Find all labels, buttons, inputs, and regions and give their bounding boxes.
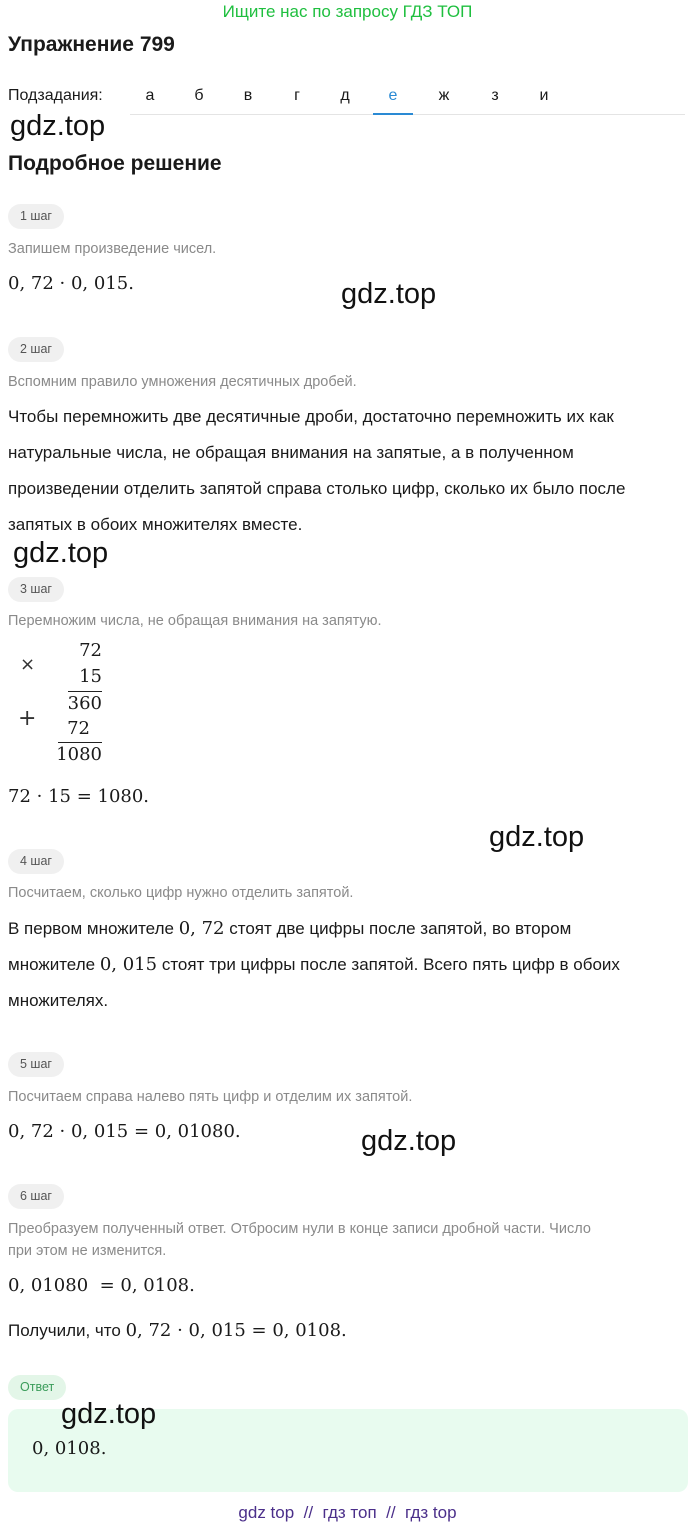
- tab-e[interactable]: е: [373, 87, 413, 115]
- step-hint: [8, 1218, 688, 1262]
- step-badge: 5 шаг: [8, 1052, 64, 1077]
- text-part: В первом множителе: [8, 919, 174, 938]
- step-math: 0, 72 · 0, 015 = 0, 01080.: [8, 1121, 241, 1142]
- tab-d[interactable]: д: [340, 87, 350, 104]
- footer-sep: //: [386, 1503, 396, 1522]
- tab-g[interactable]: г: [294, 87, 300, 104]
- tab-b[interactable]: б: [194, 87, 204, 104]
- footer-links: [0, 1503, 695, 1523]
- hint-line: при этом не изменится.: [8, 1243, 167, 1259]
- footer-link[interactable]: gdz top: [238, 1503, 295, 1522]
- divider-line: [68, 691, 102, 692]
- step-math: 72 · 15 = 1080.: [8, 786, 150, 807]
- page-title: Упражнение 799: [8, 33, 175, 56]
- factor-b: 15: [79, 666, 102, 687]
- text-line: Чтобы перемножить две десятичные дроби, достаточно перемножить их как: [8, 407, 614, 426]
- text-line: произведении отделить запятой справа столько цифр, сколько их было после: [8, 479, 626, 498]
- column-multiplication: [0, 636, 120, 776]
- times-sign: ×: [20, 654, 36, 675]
- step-badge: 1 шаг: [8, 204, 64, 229]
- subtasks-label: Подзадания:: [8, 87, 103, 104]
- watermark: gdz.top: [361, 1125, 457, 1157]
- text-line: [8, 911, 688, 947]
- step-badge: 3 шаг: [8, 577, 64, 602]
- result-math: 0, 72 · 0, 015 = 0, 0108.: [125, 1320, 347, 1341]
- tab-z[interactable]: з: [491, 87, 499, 104]
- step-hint: Перемножим числа, не обращая внимания на запятую.: [8, 613, 382, 629]
- tab-zh[interactable]: ж: [438, 87, 450, 104]
- result-text: Получили, что: [8, 1321, 121, 1340]
- inline-math: 0, 015: [99, 954, 158, 975]
- step-hint: Вспомним правило умножения десятичных дробей.: [8, 374, 357, 390]
- partial-2: 72: [67, 718, 90, 739]
- step-hint: Посчитаем, сколько цифр нужно отделить запятой.: [8, 885, 354, 901]
- step-badge: 6 шаг: [8, 1184, 64, 1209]
- answer-value: 0, 0108.: [32, 1438, 107, 1459]
- hint-line: Преобразуем полученный ответ. Отбросим нули в конце записи дробной части. Число: [8, 1221, 591, 1237]
- text-line: запятых в обоих множителях вместе.: [8, 515, 303, 534]
- tab-i[interactable]: и: [539, 87, 549, 104]
- promo-banner[interactable]: Ищите нас по запросу ГДЗ ТОП: [222, 2, 473, 21]
- tab-a[interactable]: а: [145, 87, 155, 104]
- divider-line: [58, 742, 102, 743]
- step-math: 0, 72 · 0, 015.: [8, 273, 134, 294]
- watermark: gdz.top: [341, 278, 437, 310]
- text-part: множителе: [8, 955, 96, 974]
- watermark: gdz.top: [13, 537, 109, 569]
- footer-link[interactable]: гдз топ: [322, 1503, 377, 1522]
- partial-1: 360: [67, 693, 102, 714]
- footer-sep: //: [303, 1503, 314, 1522]
- text-line: множителях.: [8, 991, 109, 1010]
- step-hint: Запишем произведение чисел.: [8, 241, 217, 257]
- step-badge: 4 шаг: [8, 849, 64, 874]
- step-badge: 2 шаг: [8, 337, 64, 362]
- step-text: [8, 399, 688, 543]
- text-line: [8, 947, 688, 983]
- factor-a: 72: [79, 640, 102, 661]
- column-result: 1080: [56, 744, 102, 765]
- result-line: [8, 1320, 347, 1341]
- tab-v[interactable]: в: [243, 87, 253, 104]
- step-hint: Посчитаем справа налево пять цифр и отделим их запятой.: [8, 1089, 413, 1105]
- text-part: стоят три цифры после запятой. Всего пять цифр в обоих: [161, 955, 620, 974]
- watermark: gdz.top: [489, 821, 585, 853]
- step-text: [8, 911, 688, 1019]
- answer-badge: Ответ: [8, 1375, 66, 1400]
- section-title: Подробное решение: [8, 152, 222, 175]
- text-line: натуральные числа, не обращая внимания на запятые, а в полученном: [8, 443, 574, 462]
- watermark: gdz.top: [10, 110, 106, 142]
- plus-sign: +: [18, 706, 37, 731]
- step-math: 0, 01080 = 0, 0108.: [8, 1275, 195, 1296]
- text-part: стоят две цифры после запятой, во втором: [229, 919, 572, 938]
- inline-math: 0, 72: [178, 918, 225, 939]
- watermark: gdz.top: [61, 1398, 157, 1430]
- footer-link[interactable]: гдз top: [405, 1503, 457, 1522]
